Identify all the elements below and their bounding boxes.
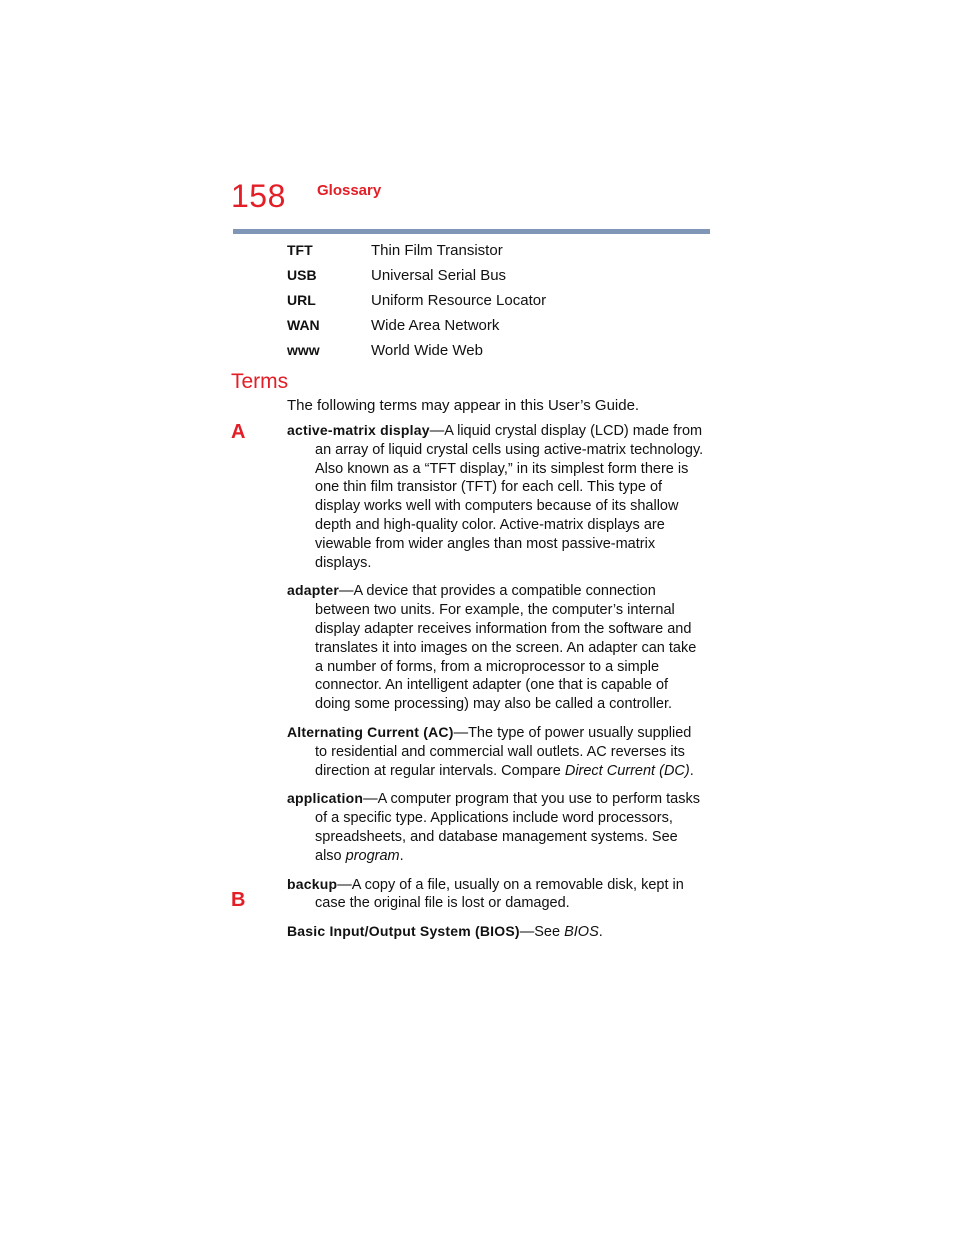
definition-end: . [598, 924, 603, 941]
glossary-term: active-matrix display [287, 422, 430, 438]
abbreviation-table [287, 238, 546, 363]
terms-heading: Terms [231, 370, 289, 393]
glossary-definition: —See [519, 924, 565, 941]
cross-reference: Direct Current (DC) [564, 762, 690, 779]
glossary-entries [287, 421, 707, 951]
glossary-term: application [287, 790, 364, 807]
glossary-definition: —The type of power usually supplied to residential and commercial wall outlets. AC reverses its direction at regular intervals. Compare [315, 724, 692, 779]
glossary-entry [287, 922, 707, 942]
glossary-definition: —A computer program that you use to perform tasks of a specific type. Applications include word processors, spreadsheets, and database management systems. See also [315, 791, 700, 864]
terms-intro: The following terms may appear in this User’s Guide. [287, 397, 640, 414]
page-number: 158 [231, 178, 286, 214]
glossary-term: backup [287, 875, 338, 892]
glossary-term: Basic Input/Output System (BIOS) [287, 923, 520, 940]
glossary-definition: —A copy of a file, usually on a removable disk, kept in case the original file is lost or damaged. [315, 876, 684, 912]
abbreviation-row [287, 313, 546, 338]
abbreviation: URL [287, 292, 316, 308]
glossary-definition: —A device that provides a compatible connection between two units. For example, the computer’s internal display adapter receives information from the software and translates it into images on the screen. An adapter can take a number of forms, from a microprocessor to a simple connector. An intelligent adapter (one that is capable of doing some processing) may also be called a controller. [315, 583, 697, 713]
section-title: Glossary [317, 182, 382, 199]
abbreviation-row [287, 288, 546, 313]
glossary-entry [287, 875, 707, 914]
abbreviation: www [287, 342, 320, 358]
abbreviation-row [287, 238, 546, 263]
abbreviation-row [287, 338, 546, 363]
abbreviation-meaning: Universal Serial Bus [371, 267, 507, 284]
glossary-term: adapter [287, 582, 339, 599]
abbreviation: TFT [287, 242, 313, 258]
abbreviation-meaning: Wide Area Network [371, 317, 500, 334]
definition-end: . [399, 847, 404, 864]
letter-index-a: A [231, 421, 246, 443]
abbreviation-meaning: Uniform Resource Locator [371, 292, 547, 309]
glossary-entry [287, 421, 707, 572]
abbreviation-meaning: World Wide Web [371, 342, 483, 359]
glossary-entry [287, 581, 707, 714]
abbreviation: USB [287, 267, 317, 283]
cross-reference: program [345, 847, 400, 864]
letter-index-b: B [231, 889, 246, 911]
abbreviation-row [287, 263, 546, 288]
header-divider [233, 229, 710, 234]
definition-end: . [689, 762, 694, 779]
glossary-entry [287, 789, 707, 865]
glossary-definition: —A liquid crystal display (LCD) made from an array of liquid crystal cells using active-matrix technology. Also known as a “TFT display,” in its simplest form there is one thin film transistor (TFT) for each cell. This type of display works well with computers because of its shallow depth and high-quality color. Active-matrix displays are viewable from wider angles than most passive-matrix displays. [315, 423, 704, 571]
abbreviation-meaning: Thin Film Transistor [371, 242, 503, 259]
cross-reference: BIOS [564, 924, 599, 941]
glossary-term: Alternating Current (AC) [287, 723, 454, 740]
abbreviation: WAN [287, 317, 320, 333]
glossary-entry [287, 723, 707, 780]
